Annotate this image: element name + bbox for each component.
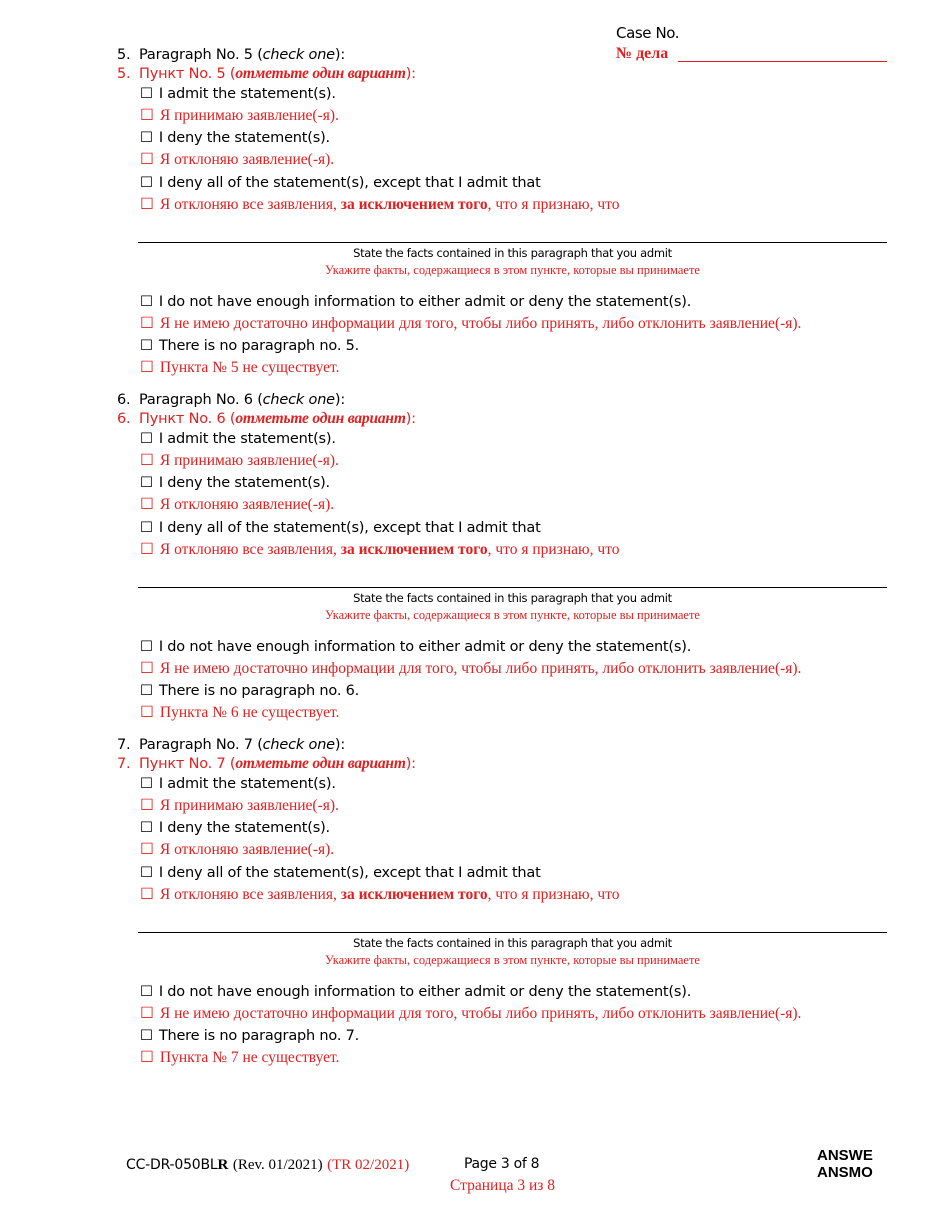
- option-label: Я отклоняю заявление(-я).: [159, 151, 335, 168]
- admitted-facts-field[interactable]: [138, 932, 887, 933]
- option-label: Я отклоняю все заявления,: [159, 541, 341, 558]
- paragraph-title-ru: [117, 64, 416, 84]
- option-label: I deny all of the statement(s), except that I admit that: [158, 175, 541, 191]
- option-deny-all-except-ru[interactable]: [140, 885, 619, 905]
- paragraph-title-ru: [117, 754, 416, 774]
- option-not-enough-info[interactable]: [140, 637, 691, 657]
- option-no-paragraph-ru[interactable]: [140, 1048, 340, 1068]
- paragraph-title-instruction: check one: [262, 737, 335, 753]
- case-no-label: Case No.: [616, 24, 680, 42]
- checkbox[interactable]: ☐: [140, 496, 154, 513]
- checkbox[interactable]: ☐: [140, 86, 153, 102]
- paragraph-title-ru-end: ):: [405, 411, 416, 427]
- option-no-paragraph[interactable]: [140, 336, 359, 356]
- page-number-ru: Страница 3 из 8: [450, 1177, 556, 1194]
- option-label: I deny the statement(s).: [158, 475, 330, 491]
- checkbox[interactable]: ☐: [140, 175, 153, 191]
- option-not-enough-info-ru[interactable]: [140, 314, 801, 334]
- option-deny-all-except[interactable]: [140, 863, 541, 883]
- option-deny[interactable]: [140, 818, 330, 838]
- option-admit[interactable]: [140, 84, 336, 104]
- paragraph-number: 7.: [117, 737, 131, 753]
- option-deny[interactable]: [140, 473, 330, 493]
- checkbox[interactable]: ☐: [140, 704, 154, 721]
- checkbox[interactable]: ☐: [140, 683, 153, 699]
- checkbox[interactable]: ☐: [140, 151, 154, 168]
- checkbox[interactable]: ☐: [140, 107, 154, 124]
- checkbox[interactable]: ☐: [140, 431, 153, 447]
- form-code: [126, 1156, 409, 1174]
- paragraph-number-ru: 7.: [117, 756, 131, 772]
- page-number: Page 3 of 8: [464, 1156, 540, 1172]
- admitted-facts-field[interactable]: [138, 242, 887, 243]
- checkbox[interactable]: ☐: [140, 1028, 153, 1044]
- option-label-emphasis: за исключением того: [340, 196, 488, 213]
- checkbox[interactable]: ☐: [140, 865, 153, 881]
- option-deny-all-except-ru[interactable]: [140, 540, 619, 560]
- option-label-end: , что я признаю, что: [487, 196, 620, 213]
- option-label: There is no paragraph no. 6.: [158, 683, 360, 699]
- option-no-paragraph[interactable]: [140, 681, 359, 701]
- option-label: Я отклоняю заявление(-я).: [159, 496, 335, 513]
- option-label-end: , что я признаю, что: [487, 541, 620, 558]
- option-admit[interactable]: [140, 429, 336, 449]
- option-deny-all-except-ru[interactable]: [140, 195, 619, 215]
- option-label: Я отклоняю заявление(-я).: [159, 841, 335, 858]
- option-label: I admit the statement(s).: [158, 86, 336, 102]
- checkbox[interactable]: ☐: [140, 475, 153, 491]
- paragraph-section: [0, 43, 950, 383]
- option-label: Я отклоняю все заявления,: [159, 196, 341, 213]
- paragraph-title-instruction: check one: [262, 392, 335, 408]
- option-label: Пункта № 6 не существует.: [159, 704, 340, 721]
- checkbox[interactable]: ☐: [140, 1005, 154, 1022]
- paragraph-title-ru-instruction: отметьте один вариант: [235, 755, 406, 772]
- option-label-end: , что я признаю, что: [487, 886, 620, 903]
- case-no-label-ru: № дела: [616, 45, 669, 62]
- option-deny[interactable]: [140, 128, 330, 148]
- option-label: I admit the statement(s).: [158, 776, 336, 792]
- paragraph-title-ru-text: Пункт No. 7 (: [139, 756, 236, 772]
- option-deny-ru[interactable]: [140, 495, 334, 515]
- paragraph-title-text: Paragraph No. 5 (: [139, 47, 263, 63]
- paragraph-number: 6.: [117, 392, 131, 408]
- option-label: I deny the statement(s).: [158, 820, 330, 836]
- form-title-line-1: ANSWE: [817, 1147, 873, 1164]
- option-deny-ru[interactable]: [140, 150, 334, 170]
- paragraph-title: [117, 735, 345, 755]
- option-admit-ru[interactable]: [140, 451, 339, 471]
- option-deny-all-except[interactable]: [140, 173, 541, 193]
- checkbox[interactable]: ☐: [140, 820, 153, 836]
- paragraph-title-instruction: check one: [262, 47, 335, 63]
- paragraph-title-text: Paragraph No. 6 (: [139, 392, 263, 408]
- form-code-suffix: R: [217, 1157, 229, 1173]
- option-label: I deny all of the statement(s), except that I admit that: [158, 520, 541, 536]
- paragraph-number: 5.: [117, 47, 131, 63]
- option-label: Пункта № 5 не существует.: [159, 359, 340, 376]
- paragraph-number-ru: 6.: [117, 411, 131, 427]
- paragraph-title-text: Paragraph No. 7 (: [139, 737, 263, 753]
- option-label: Я отклоняю все заявления,: [159, 886, 341, 903]
- checkbox[interactable]: ☐: [140, 541, 154, 558]
- option-label-emphasis: за исключением того: [340, 886, 488, 903]
- option-no-paragraph[interactable]: [140, 1026, 359, 1046]
- paragraph-number-ru: 5.: [117, 66, 131, 82]
- checkbox[interactable]: ☐: [140, 452, 154, 469]
- checkbox[interactable]: ☐: [140, 359, 154, 376]
- option-label: Я не имею достаточно информации для того, чтобы либо принять, либо отклонить заявление(-я).: [159, 660, 802, 677]
- form-title-line-2: ANSMO: [817, 1164, 873, 1181]
- option-label: I deny the statement(s).: [158, 130, 330, 146]
- option-label: Я принимаю заявление(-я).: [159, 107, 339, 124]
- paragraph-section: [0, 388, 950, 728]
- paragraph-title-ru-end: ):: [405, 66, 416, 82]
- option-label: There is no paragraph no. 7.: [158, 1028, 360, 1044]
- paragraph-title-ru-text: Пункт No. 6 (: [139, 411, 236, 427]
- option-label: I do not have enough information to either admit or deny the statement(s).: [158, 984, 692, 1000]
- option-label: Я принимаю заявление(-я).: [159, 797, 339, 814]
- checkbox[interactable]: ☐: [140, 520, 153, 536]
- checkbox[interactable]: ☐: [140, 130, 153, 146]
- checkbox[interactable]: ☐: [140, 196, 154, 213]
- option-admit-ru[interactable]: [140, 106, 339, 126]
- option-label: I do not have enough information to either admit or deny the statement(s).: [158, 639, 692, 655]
- paragraph-title: [117, 390, 345, 410]
- form-revision: (Rev. 01/2021): [232, 1157, 323, 1173]
- paragraph-title-ru-end: ):: [405, 756, 416, 772]
- option-label: I deny all of the statement(s), except that I admit that: [158, 865, 541, 881]
- checkbox[interactable]: ☐: [140, 776, 153, 792]
- paragraph-title: [117, 45, 345, 65]
- option-not-enough-info-ru[interactable]: [140, 1004, 801, 1024]
- option-not-enough-info[interactable]: [140, 292, 691, 312]
- admitted-facts-hint: State the facts contained in this paragraph that you admit: [353, 591, 672, 605]
- option-admit-ru[interactable]: [140, 796, 339, 816]
- option-not-enough-info[interactable]: [140, 982, 691, 1002]
- paragraph-title-ru-text: Пункт No. 5 (: [139, 66, 236, 82]
- admitted-facts-hint-ru: Укажите факты, содержащиеся в этом пункте, которые вы принимаете: [325, 608, 700, 622]
- option-not-enough-info-ru[interactable]: [140, 659, 801, 679]
- option-admit[interactable]: [140, 774, 336, 794]
- checkbox[interactable]: ☐: [140, 886, 154, 903]
- option-label-emphasis: за исключением того: [340, 541, 488, 558]
- paragraph-title-end: ):: [334, 47, 346, 63]
- option-label: Я не имею достаточно информации для того, чтобы либо принять, либо отклонить заявление(-я).: [159, 315, 802, 332]
- option-deny-all-except[interactable]: [140, 518, 541, 538]
- checkbox[interactable]: ☐: [140, 294, 153, 310]
- admitted-facts-hint-ru: Укажите факты, содержащиеся в этом пункте, которые вы принимаете: [325, 263, 700, 277]
- option-label: There is no paragraph no. 5.: [158, 338, 360, 354]
- option-deny-ru[interactable]: [140, 840, 334, 860]
- checkbox[interactable]: ☐: [140, 639, 153, 655]
- admitted-facts-hint: State the facts contained in this paragraph that you admit: [353, 246, 672, 260]
- checkbox[interactable]: ☐: [140, 660, 154, 677]
- option-label: I admit the statement(s).: [158, 431, 336, 447]
- paragraph-title-end: ):: [334, 392, 346, 408]
- option-label: Я не имею достаточно информации для того, чтобы либо принять, либо отклонить заявление(-я).: [159, 1005, 802, 1022]
- checkbox[interactable]: ☐: [140, 797, 154, 814]
- admitted-facts-field[interactable]: [138, 587, 887, 588]
- form-code-text: CC-DR-050BL: [126, 1157, 218, 1173]
- checkbox[interactable]: ☐: [140, 338, 153, 354]
- paragraph-title-end: ):: [334, 737, 346, 753]
- option-no-paragraph-ru[interactable]: [140, 703, 340, 723]
- option-label: I do not have enough information to either admit or deny the statement(s).: [158, 294, 692, 310]
- paragraph-section: [0, 733, 950, 1073]
- paragraph-title-ru: [117, 409, 416, 429]
- form-translation-revision: (TR 02/2021): [327, 1157, 410, 1173]
- option-label: Пункта № 7 не существует.: [159, 1049, 340, 1066]
- admitted-facts-hint-ru: Укажите факты, содержащиеся в этом пункте, которые вы принимаете: [325, 953, 700, 967]
- checkbox[interactable]: ☐: [140, 1049, 154, 1066]
- option-no-paragraph-ru[interactable]: [140, 358, 340, 378]
- admitted-facts-hint: State the facts contained in this paragraph that you admit: [353, 936, 672, 950]
- paragraph-title-ru-instruction: отметьте один вариант: [235, 65, 406, 82]
- form-title: [817, 1147, 873, 1181]
- paragraph-title-ru-instruction: отметьте один вариант: [235, 410, 406, 427]
- option-label: Я принимаю заявление(-я).: [159, 452, 339, 469]
- checkbox[interactable]: ☐: [140, 315, 154, 332]
- checkbox[interactable]: ☐: [140, 841, 154, 858]
- checkbox[interactable]: ☐: [140, 984, 153, 1000]
